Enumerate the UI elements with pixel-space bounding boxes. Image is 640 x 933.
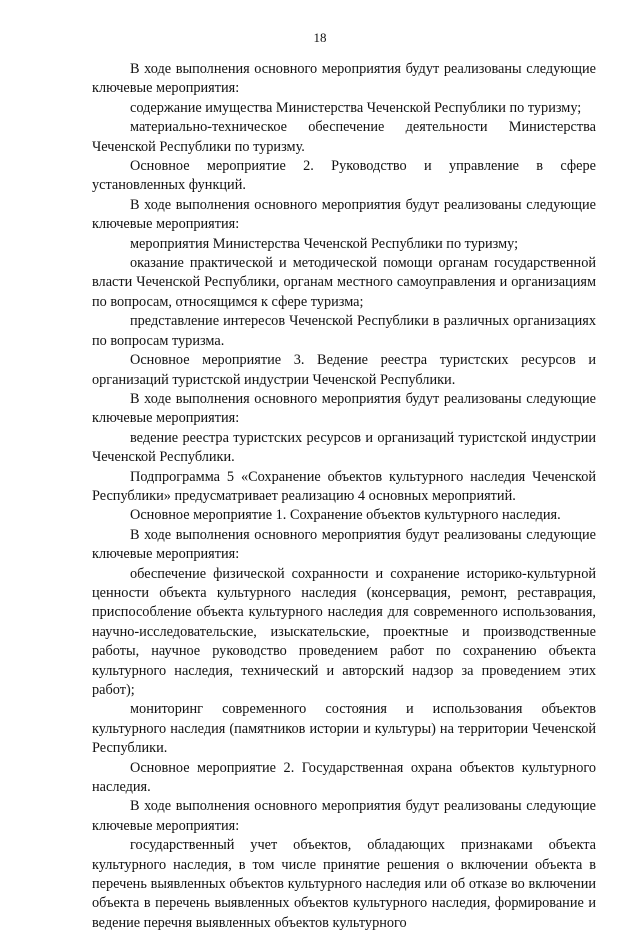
paragraph: материально-техническое обеспечение деятельности Министерства Чеченской Республики по туризму. (92, 119, 596, 155)
paragraph: Основное мероприятие 3. Ведение реестра туристских ресурсов и организаций туристской индустрии Чеченской Республики. (92, 352, 596, 388)
paragraph: оказание практической и методической помощи органам государственной власти Чеченской Республики, органам местного самоуправления и организациям по вопросам, относящимся к сфере туризма; (92, 255, 596, 310)
paragraph: государственный учет объектов, обладающих признаками объекта культурного наследия, в том числе принятие решения о включении объекта в перечень выявленных объектов культурного наследия или об отказе во включении объекта в перечень выявленных объектов культурного наследия, формирование и ведение перечня выявленных объектов культурного (92, 837, 596, 931)
paragraph: Основное мероприятие 2. Государственная охрана объектов культурного наследия. (92, 759, 596, 796)
paragraph: Основное мероприятие 1. Сохранение объектов культурного наследия. (130, 507, 561, 524)
paragraph: В ходе выполнения основного мероприятия будут реализованы следующие ключевые мероприятия: (92, 61, 596, 97)
paragraph: мероприятия Министерства Чеченской Республики по туризму; (130, 235, 519, 252)
paragraph: ведение реестра туристских ресурсов и организаций туристской индустрии Чеченской Республики. (92, 429, 596, 466)
paragraph: В ходе выполнения основного мероприятия будут реализованы следующие ключевые мероприятия: (92, 798, 596, 834)
paragraph: представление интересов Чеченской Республики в различных организациях по вопросам туризма. (92, 313, 596, 349)
paragraph: В ходе выполнения основного мероприятия будут реализованы следующие ключевые мероприятия: (92, 196, 596, 233)
paragraph: Подпрограмма 5 «Сохранение объектов культурного наследия Чеченской Республики» предусматривает реализацию 4 основных мероприятий. (92, 468, 596, 504)
paragraph: В ходе выполнения основного мероприятия будут реализованы следующие ключевые мероприятия: (92, 390, 596, 427)
paragraph: Основное мероприятие 2. Руководство и управление в сфере установленных функций. (92, 158, 596, 194)
document-body (92, 60, 596, 933)
page-number: 18 (313, 30, 327, 45)
paragraph: обеспечение физической сохранности и сохранение историко-культурной ценности объекта культурного наследия (консервация, ремонт, реставрация, приспособление объекта культурного наследия для современного использования, научно-исследовательские, изыскательские, проектные и производственные работы, научное руководство проведением работ по сохранению объекта культурного наследия, технический и авторский надзор за проведением этих работ); (92, 565, 596, 698)
paragraph: В ходе выполнения основного мероприятия будут реализованы следующие ключевые мероприятия: (92, 526, 596, 563)
paragraph: мониторинг современного состояния и использования объектов культурного наследия (памятников истории и культуры) на территории Чеченской Республики. (92, 701, 596, 757)
paragraph: содержание имущества Министерства Чеченской Республики по туризму; (130, 99, 582, 116)
